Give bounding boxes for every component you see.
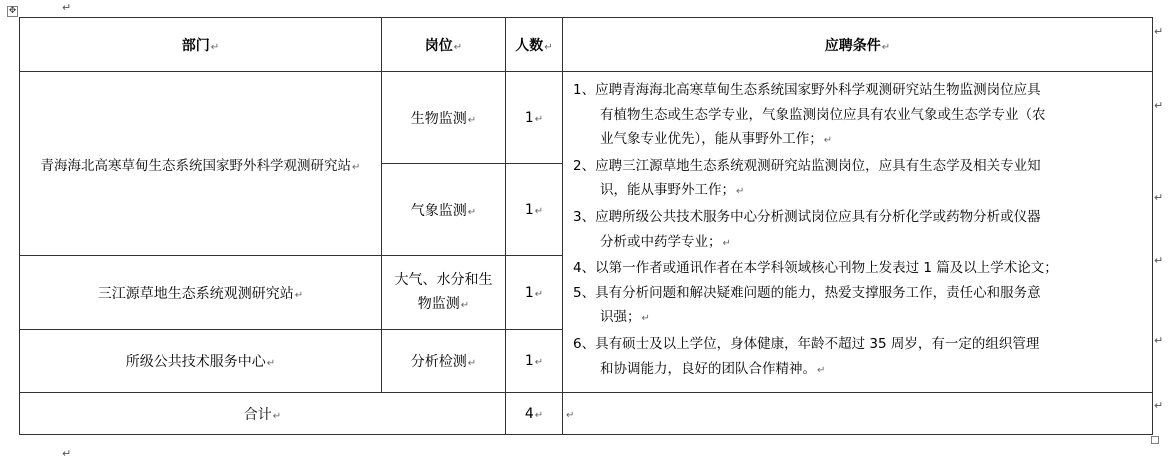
count-cell: 1↵: [506, 164, 563, 256]
header-department: 部门↵: [20, 18, 382, 72]
count-cell: 1↵: [506, 330, 563, 393]
row-end-mark: ↵: [1154, 25, 1164, 38]
position-cell: 大气、水分和生 物监测↵: [382, 256, 506, 330]
count-cell: 1↵: [506, 72, 563, 164]
count-cell: 1↵: [506, 256, 563, 330]
total-requirements-cell: ↵: [563, 393, 1153, 435]
row-end-mark: ↵: [1154, 399, 1164, 412]
position-cell: 生物监测↵: [382, 72, 506, 164]
requirement-line: 有植物生态或生态学专业，气象监测岗位应具有农业气象或生态学专业（农: [600, 106, 1046, 123]
department-cell: 所级公共技术服务中心↵: [20, 330, 382, 393]
requirement-line: 5、具有分析问题和解决疑难问题的能力，热爱支撑服务工作，责任心和服务意: [573, 284, 1041, 301]
requirement-line: 4、以第一作者或通讯作者在本学科领域核心刊物上发表过 1 篇及以上学术论文；: [573, 260, 1058, 277]
position-cell: 分析检测↵: [382, 330, 506, 393]
total-row: [20, 393, 1153, 435]
requirement-line: 2、应聘三江源草地生态系统观测研究站监测岗位，应具有生态学及相关专业知: [573, 157, 1041, 174]
table-move-handle[interactable]: ✥: [8, 6, 17, 16]
header-row: [20, 18, 1153, 72]
table-row: [20, 72, 1153, 164]
paragraph-mark-top: ↵: [62, 1, 72, 14]
requirement-line: 3、应聘所级公共技术服务中心分析测试岗位应具有分析化学或药物分析或仪器: [573, 208, 1041, 225]
requirement-line: 识强；↵: [600, 309, 650, 326]
row-end-mark: ↵: [1154, 334, 1164, 347]
requirement-line: 1、应聘青海海北高寒草甸生态系统国家野外科学观测研究站生物监测岗位应具: [573, 82, 1041, 98]
total-label-cell: 合计↵: [20, 393, 506, 435]
requirement-line: 业气象专业优先），能从事野外工作；↵: [600, 131, 833, 148]
department-cell: 青海海北高寒草甸生态系统国家野外科学观测研究站↵: [20, 72, 382, 256]
department-cell: 三江源草地生态系统观测研究站↵: [20, 256, 382, 330]
table-resize-handle[interactable]: [1151, 436, 1159, 444]
header-requirements: 应聘条件↵: [563, 18, 1153, 72]
header-position: 岗位↵: [382, 18, 506, 72]
requirement-line: 分析或中药学专业；↵: [600, 233, 731, 250]
row-end-mark: ↵: [1154, 191, 1164, 204]
recruitment-table: [19, 17, 1153, 435]
header-count: 人数↵: [506, 18, 563, 72]
requirement-line: 6、具有硕士及以上学位，身体健康，年龄不超过 35 周岁，有一定的组织管理: [573, 335, 1040, 352]
position-cell: 气象监测↵: [382, 164, 506, 256]
row-end-mark: ↵: [1154, 254, 1164, 267]
row-end-mark: ↵: [1154, 99, 1164, 112]
requirement-line: 和协调能力，良好的团队合作精神。↵: [600, 360, 826, 377]
paragraph-mark-bottom: ↵: [62, 447, 72, 460]
requirement-line: 识，能从事野外工作；↵: [600, 182, 745, 199]
requirements-cell: [563, 72, 1153, 393]
total-count-cell: 4↵: [506, 393, 563, 435]
